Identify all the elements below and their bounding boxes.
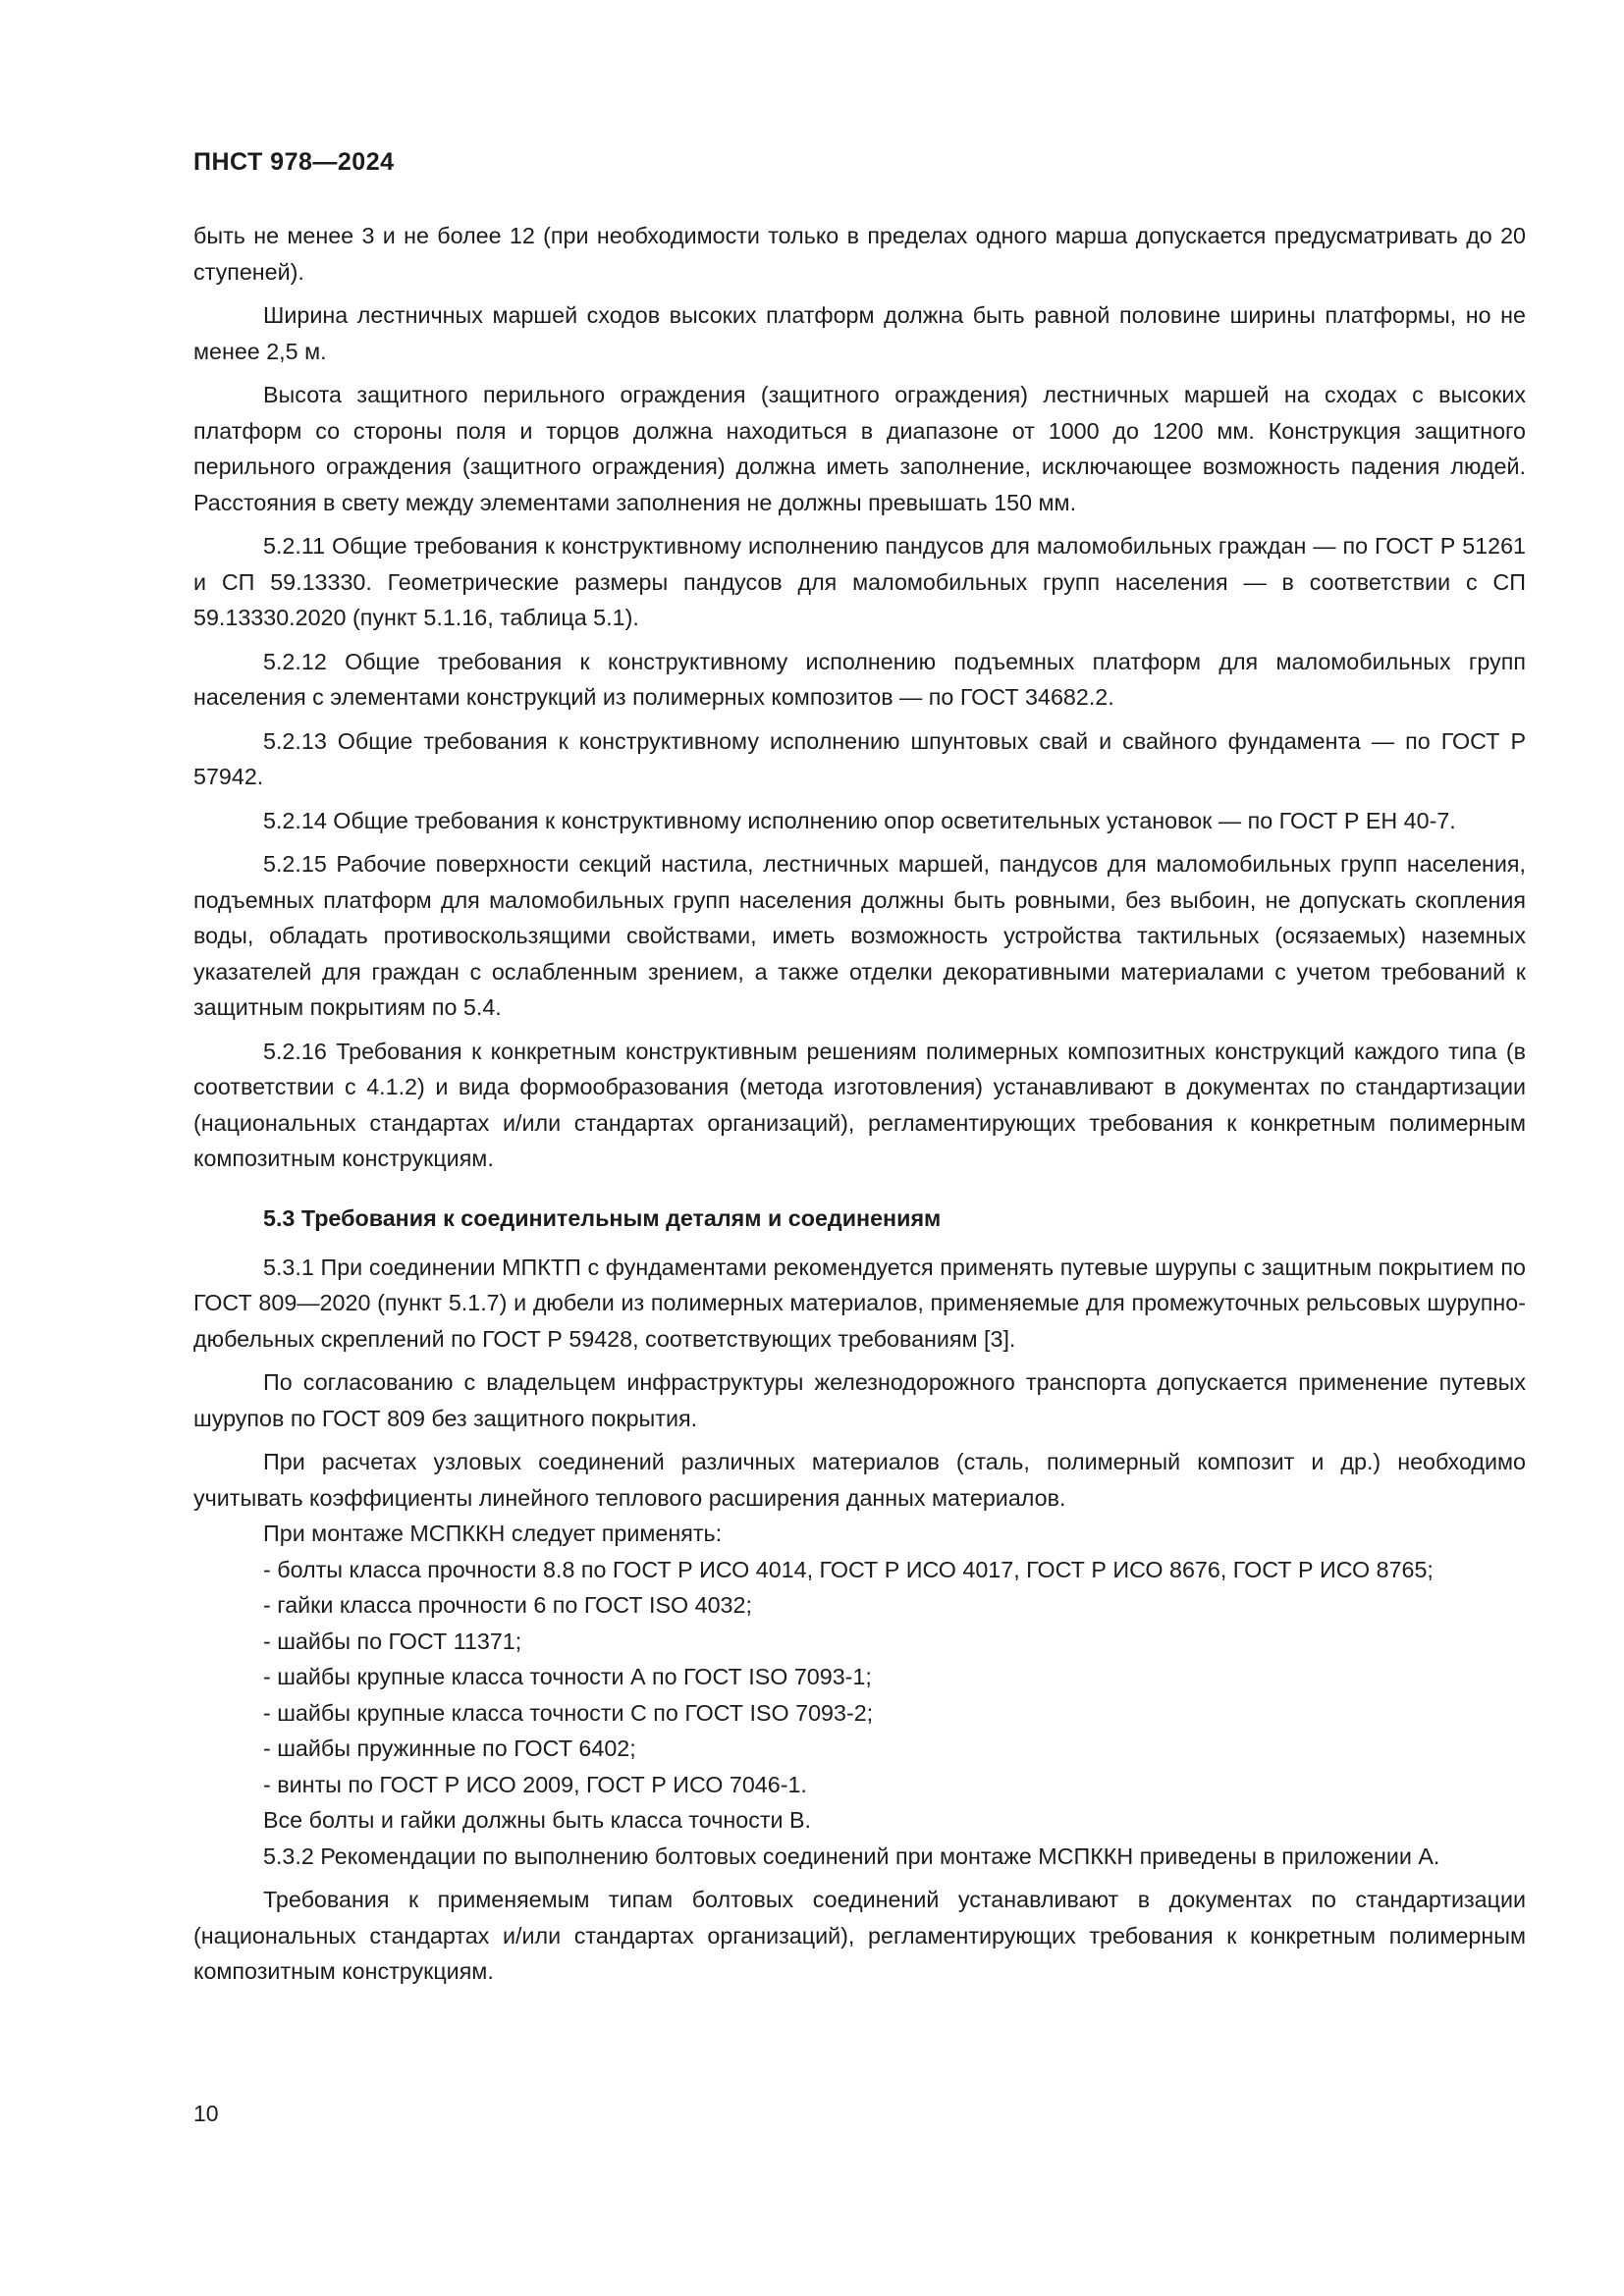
list-item: - шайбы крупные класса точности А по ГОСТ ISO 7093-1; xyxy=(263,1664,872,1689)
document-page xyxy=(193,147,1526,2209)
section-heading-5-3: 5.3 Требования к соединительным деталям и соединениям xyxy=(263,1204,942,1231)
paragraph-5-2-16: 5.2.16 Требования к конкретным конструктивным решениям полимерных композитных конструкций каждого типа (в соответствии с 4.1.2) и вида формообразования (метода изготовления) устанавливают в документах по стандартизации (национальных стандартах и/или стандартах организаций), регламентирующих требования к конкретным полимерным композитным конструкциям. xyxy=(193,1038,1526,1171)
list-item: - шайбы крупные класса точности С по ГОСТ ISO 7093-2; xyxy=(263,1699,874,1726)
paragraph: Высота защитного перильного ограждения (защитного ограждения) лестничных маршей на сходах с высоких платформ со стороны поля и торцов должна находиться в диапазоне от 1000 до 1200 мм. Конструкция защитного перильного ограждения (защитного ограждения) должна иметь заполнение, исключающее возможность падения людей. Расстояния в свету между элементами заполнения не должны превышать 150 мм. xyxy=(193,382,1526,515)
after-list-note: Все болты и гайки должны быть класса точности В. xyxy=(263,1807,812,1833)
paragraph-5-2-14: 5.2.14 Общие требования к конструктивному исполнению опор осветительных установок — по ГОСТ Р ЕН 40-7. xyxy=(263,807,1456,833)
paragraph-5-2-15: 5.2.15 Рабочие поверхности секций настила, лестничных маршей, пандусов для маломобильных групп населения, подъемных платформ для маломобильных групп населения должны быть ровными, без выбоин, не допускать скопления воды, обладать противоскользящими свойствами, иметь возможность устройства тактильных (осязаемых) наземных указателей для граждан с ослабленным зрением, а также отделки декоративными материалами с учетом требований к защитным покрытиям по 5.4. xyxy=(193,851,1526,1020)
list-item: - винты по ГОСТ Р ИСО 2009, ГОСТ Р ИСО 7046-1. xyxy=(263,1771,807,1797)
list-intro: При монтаже МСПККН следует применять: xyxy=(263,1521,723,1546)
paragraph-5-3-1: 5.3.1 При соединении МПКТП с фундаментами рекомендуется применять путевые шурупы с защитным покрытием по ГОСТ 809—2020 (пункт 5.1.7) и дюбели из полимерных материалов, применяемые для промежуточных рельсовых шурупно-дюбельных скреплений по ГОСТ Р 59428, соответствующих требованиям [3]. xyxy=(193,1254,1526,1352)
paragraph-5-2-13: 5.2.13 Общие требования к конструктивному исполнению шпунтовых свай и свайного фундамента — по ГОСТ Р 57942. xyxy=(193,727,1526,789)
paragraph: Ширина лестничных маршей сходов высоких платформ должна быть равной половине ширины платформы, но не менее 2,5 м. xyxy=(193,302,1526,364)
paragraph-5-2-12: 5.2.12 Общие требования к конструктивному исполнению подъемных платформ для маломобильных групп населения с элементами конструкций из полимерных композитов — по ГОСТ 34682.2. xyxy=(193,648,1526,710)
list-item: - болты класса прочности 8.8 по ГОСТ Р ИСО 4014, ГОСТ Р ИСО 4017, ГОСТ Р ИСО 8676, ГОСТ Р ИСО 8765; xyxy=(263,1556,1434,1582)
list-item: - гайки класса прочности 6 по ГОСТ ISO 4032; xyxy=(263,1592,752,1618)
document-body xyxy=(193,218,1526,1990)
page-number: 10 xyxy=(193,2101,219,2126)
paragraph: быть не менее 3 и не более 12 (при необходимости только в пределах одного марша допускается предусматривать до 20 ступеней). xyxy=(193,223,1526,285)
paragraph-5-3-2: 5.3.2 Рекомендации по выполнению болтовых соединений при монтаже МСПККН приведены в приложении А. xyxy=(263,1842,1440,1869)
document-id-header: ПНСТ 978—2024 xyxy=(193,148,395,176)
paragraph: При расчетах узловых соединений различных материалов (сталь, полимерный композит и др.) необходимо учитывать коэффициенты линейного теплового расширения данных материалов. xyxy=(193,1449,1526,1511)
paragraph: Требования к применяемым типам болтовых соединений устанавливают в документах по стандартизации (национальных стандартах и/или стандартах организаций), регламентирующих требования к конкретным полимерным композитным конструкциям. xyxy=(193,1887,1526,1984)
list-item: - шайбы пружинные по ГОСТ 6402; xyxy=(263,1735,636,1761)
paragraph-5-2-11: 5.2.11 Общие требования к конструктивному исполнению пандусов для маломобильных граждан — по ГОСТ Р 51261 и СП 59.13330. Геометрические размеры пандусов для маломобильных групп населения — в соответствии с СП 59.13330.2020 (пункт 5.1.16, таблица 5.1). xyxy=(193,533,1526,630)
list-item: - шайбы по ГОСТ 11371; xyxy=(263,1628,522,1654)
paragraph: По согласованию с владельцем инфраструктуры железнодорожного транспорта допускается применение путевых шурупов по ГОСТ 809 без защитного покрытия. xyxy=(193,1369,1526,1431)
